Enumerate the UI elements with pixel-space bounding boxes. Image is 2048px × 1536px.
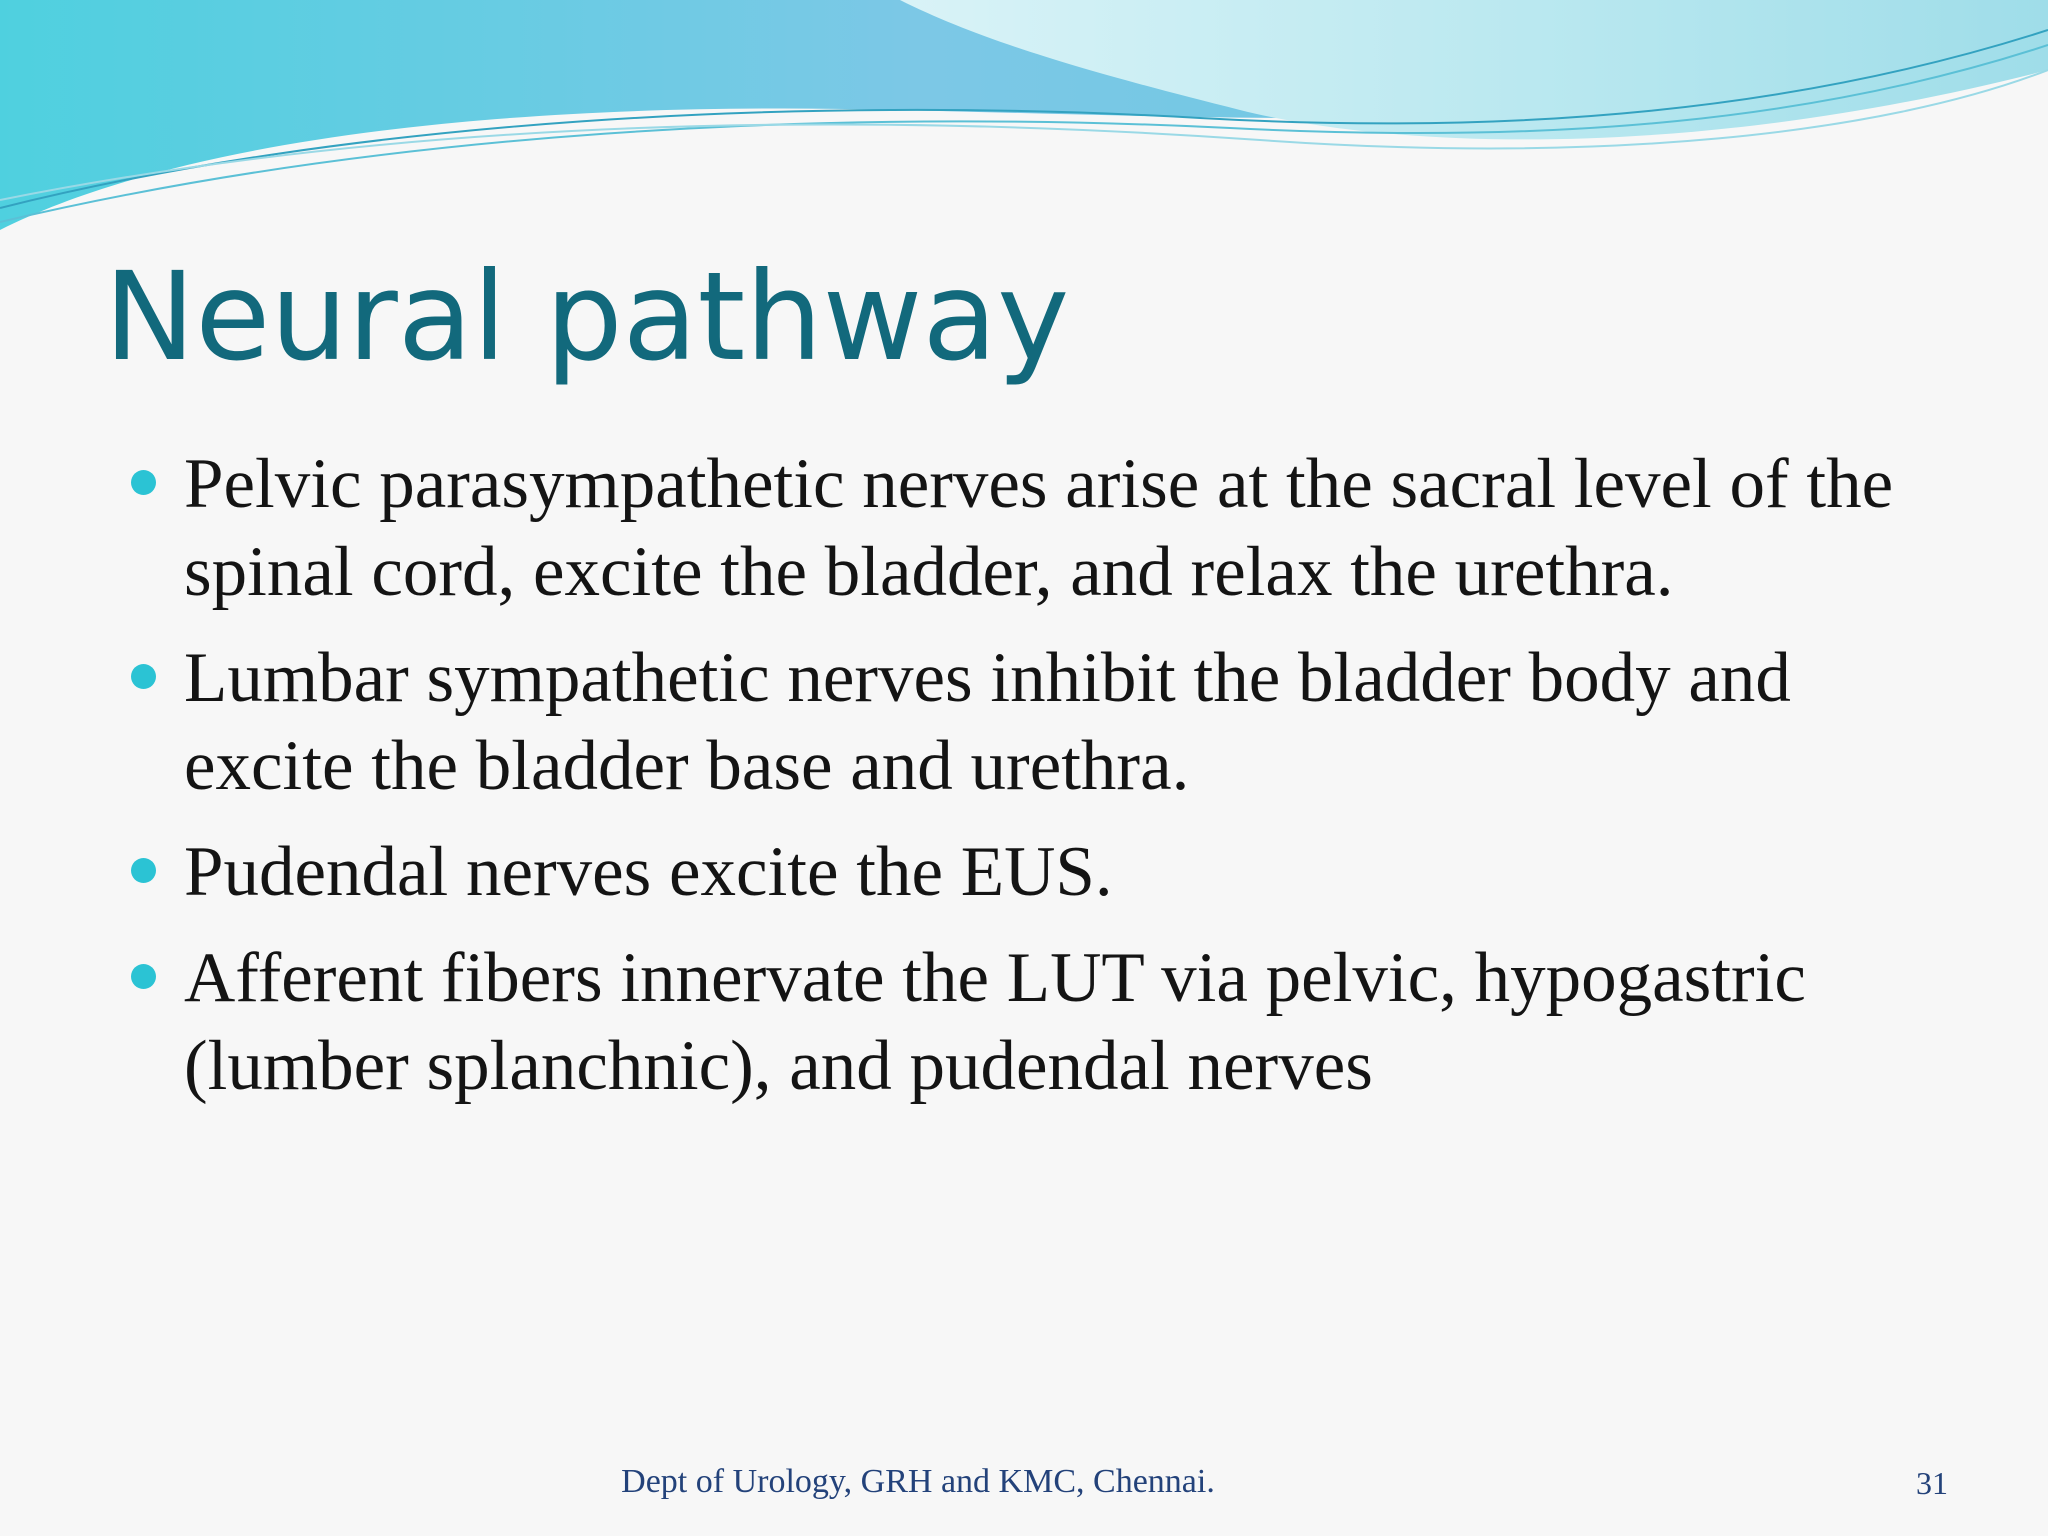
bullet-dot-icon bbox=[131, 470, 156, 495]
bullet-text: Lumbar sympathetic nerves inhibit the bladder body and excite the bladder base and urethra. bbox=[184, 639, 1791, 805]
bullet-list bbox=[184, 440, 1944, 1128]
bullet-dot-icon bbox=[131, 858, 156, 883]
bullet-dot-icon bbox=[131, 964, 156, 989]
bullet-item bbox=[184, 934, 1944, 1110]
bullet-text: Pudendal nerves excite the EUS. bbox=[184, 833, 1113, 911]
bullet-dot-icon bbox=[131, 664, 156, 689]
slide-title: Neural pathway bbox=[104, 246, 1070, 388]
bullet-item bbox=[184, 634, 1944, 810]
header-wave-decoration bbox=[0, 0, 2048, 240]
bullet-text: Afferent fibers innervate the LUT via pelvic, hypogastric (lumber splanchnic), and pudendal nerves bbox=[184, 939, 1806, 1105]
bullet-item bbox=[184, 440, 1944, 616]
bullet-text: Pelvic parasympathetic nerves arise at the sacral level of the spinal cord, excite the bladder, and relax the urethra. bbox=[184, 445, 1894, 611]
bullet-item bbox=[184, 828, 1944, 916]
page-number: 31 bbox=[1916, 1465, 1948, 1501]
footer-text: Dept of Urology, GRH and KMC, Chennai. bbox=[621, 1463, 1215, 1500]
